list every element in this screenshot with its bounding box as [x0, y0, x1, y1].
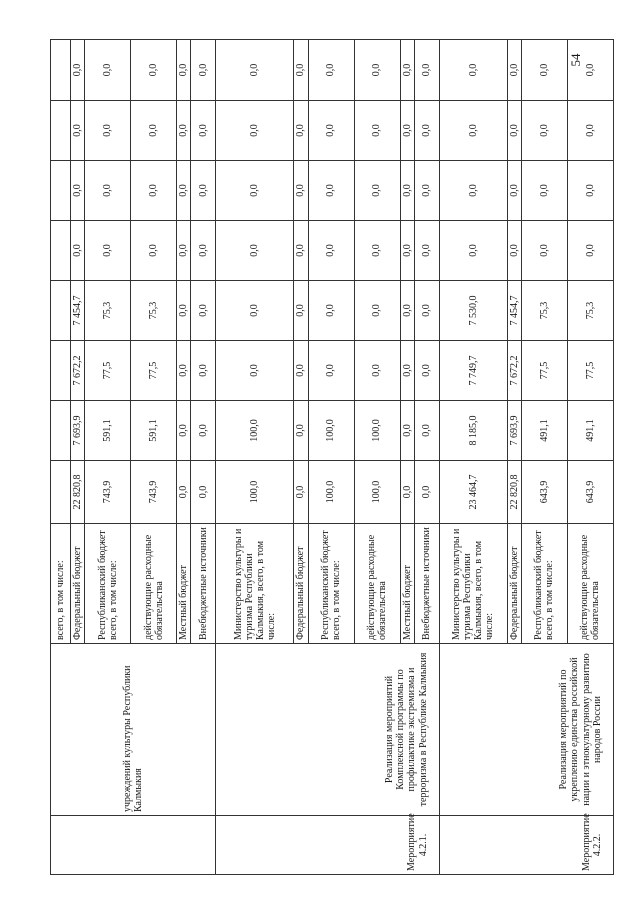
amount-cell: 0,0 — [177, 281, 191, 341]
amount-cell: 0,0 — [400, 341, 414, 401]
amount-cell: 0,0 — [400, 40, 414, 101]
amount-cell: 75,3 — [85, 281, 131, 341]
rotated-page-content — [50, 40, 603, 875]
amount-cell: 0,0 — [131, 40, 177, 101]
amount-cell: 77,5 — [85, 341, 131, 401]
funding-source-label: Министерство культуры и туризма Республики Калмыкия, всего, в том числе: — [216, 524, 294, 644]
amount-cell: 0,0 — [507, 40, 521, 101]
amount-cell: 0,0 — [216, 40, 294, 101]
amount-cell: 7 672,2 — [71, 341, 85, 401]
funding-source-label: Внебюджетные источники — [414, 524, 439, 644]
amount-cell: 0,0 — [191, 221, 216, 281]
amount-cell: 0,0 — [439, 221, 507, 281]
budget-table — [50, 39, 614, 875]
amount-cell: 0,0 — [414, 401, 439, 461]
amount-cell: 591,1 — [85, 401, 131, 461]
amount-cell: 7 454,7 — [71, 281, 85, 341]
amount-cell: 591,1 — [131, 401, 177, 461]
amount-cell: 0,0 — [191, 401, 216, 461]
amount-cell: 0,0 — [567, 161, 613, 221]
amount-cell: 0,0 — [439, 40, 507, 101]
measure-name-cell: Реализация мероприятий Комплексной программы по профилактике экстремизма и терроризма в Республике Калмыкия — [216, 644, 439, 816]
amount-cell — [51, 401, 71, 461]
funding-source-label: Федеральный бюджет — [507, 524, 521, 644]
amount-cell: 7 749,7 — [439, 341, 507, 401]
amount-cell: 0,0 — [567, 221, 613, 281]
amount-cell: 0,0 — [85, 101, 131, 161]
amount-cell: 0,0 — [294, 341, 308, 401]
amount-cell: 0,0 — [400, 221, 414, 281]
amount-cell: 491,1 — [567, 401, 613, 461]
amount-cell: 0,0 — [414, 101, 439, 161]
funding-source-label: Внебюджетные источники — [191, 524, 216, 644]
amount-cell — [51, 40, 71, 101]
amount-cell: 0,0 — [294, 281, 308, 341]
amount-cell — [51, 281, 71, 341]
amount-cell: 0,0 — [71, 221, 85, 281]
amount-cell: 0,0 — [216, 341, 294, 401]
amount-cell: 100,0 — [216, 461, 294, 524]
amount-cell: 0,0 — [131, 221, 177, 281]
budget-table-body — [51, 40, 614, 875]
table-row — [439, 40, 507, 875]
amount-cell: 0,0 — [308, 40, 354, 101]
amount-cell: 0,0 — [71, 40, 85, 101]
amount-cell: 0,0 — [294, 101, 308, 161]
amount-cell: 0,0 — [216, 101, 294, 161]
amount-cell: 0,0 — [414, 461, 439, 524]
amount-cell: 0,0 — [177, 161, 191, 221]
amount-cell: 743,9 — [131, 461, 177, 524]
amount-cell: 0,0 — [521, 221, 567, 281]
amount-cell: 743,9 — [85, 461, 131, 524]
amount-cell: 0,0 — [507, 101, 521, 161]
amount-cell: 0,0 — [216, 161, 294, 221]
amount-cell: 0,0 — [308, 341, 354, 401]
table-row — [216, 40, 294, 875]
amount-cell: 0,0 — [354, 161, 400, 221]
amount-cell — [51, 161, 71, 221]
amount-cell: 0,0 — [354, 101, 400, 161]
amount-cell: 0,0 — [85, 221, 131, 281]
amount-cell: 0,0 — [294, 161, 308, 221]
amount-cell: 0,0 — [308, 221, 354, 281]
amount-cell: 491,1 — [521, 401, 567, 461]
amount-cell: 0,0 — [400, 401, 414, 461]
amount-cell: 0,0 — [177, 221, 191, 281]
amount-cell: 0,0 — [521, 161, 567, 221]
amount-cell: 7 693,9 — [507, 401, 521, 461]
amount-cell: 22 820,8 — [507, 461, 521, 524]
measure-number-cell: Мероприятие 4.2.1. — [216, 816, 439, 875]
measure-number-cell: Мероприятие 4.2.2. — [439, 816, 613, 875]
amount-cell: 0,0 — [177, 401, 191, 461]
amount-cell: 0,0 — [191, 101, 216, 161]
amount-cell: 0,0 — [439, 161, 507, 221]
amount-cell: 0,0 — [414, 221, 439, 281]
amount-cell: 0,0 — [191, 40, 216, 101]
funding-source-label: Министерство культуры и туризма Республики Калмыкия, всего, в том числе: — [439, 524, 507, 644]
funding-source-label: Федеральный бюджет — [71, 524, 85, 644]
amount-cell: 0,0 — [400, 281, 414, 341]
amount-cell: 22 820,8 — [71, 461, 85, 524]
funding-source-label: Республиканский бюджет всего, в том числе: — [521, 524, 567, 644]
amount-cell: 75,3 — [521, 281, 567, 341]
amount-cell: 0,0 — [177, 40, 191, 101]
amount-cell: 75,3 — [131, 281, 177, 341]
amount-cell: 0,0 — [521, 40, 567, 101]
amount-cell: 77,5 — [567, 341, 613, 401]
amount-cell: 0,0 — [521, 101, 567, 161]
amount-cell: 100,0 — [354, 461, 400, 524]
amount-cell: 0,0 — [414, 281, 439, 341]
table-row — [51, 40, 71, 875]
amount-cell — [51, 461, 71, 524]
amount-cell: 7 693,9 — [71, 401, 85, 461]
funding-source-label: Республиканский бюджет всего, в том числе: — [85, 524, 131, 644]
amount-cell — [51, 221, 71, 281]
measure-name-cell: Реализация мероприятий по укреплению единства российской нации и этнокультурному развитию народов России — [439, 644, 613, 816]
amount-cell: 0,0 — [567, 101, 613, 161]
amount-cell: 0,0 — [354, 341, 400, 401]
amount-cell: 0,0 — [294, 461, 308, 524]
measure-number-cell — [51, 816, 216, 875]
amount-cell: 0,0 — [177, 461, 191, 524]
amount-cell: 0,0 — [85, 40, 131, 101]
amount-cell: 7 530,0 — [439, 281, 507, 341]
funding-source-label: действующие расходные обязательства — [131, 524, 177, 644]
amount-cell: 0,0 — [414, 40, 439, 101]
amount-cell: 75,3 — [567, 281, 613, 341]
amount-cell: 0,0 — [71, 101, 85, 161]
amount-cell: 0,0 — [308, 101, 354, 161]
amount-cell: 0,0 — [439, 101, 507, 161]
amount-cell: 8 185,0 — [439, 401, 507, 461]
amount-cell: 0,0 — [71, 161, 85, 221]
amount-cell: 0,0 — [191, 341, 216, 401]
amount-cell: 0,0 — [131, 101, 177, 161]
amount-cell: 0,0 — [354, 281, 400, 341]
amount-cell — [51, 101, 71, 161]
amount-cell: 0,0 — [400, 101, 414, 161]
amount-cell: 100,0 — [308, 461, 354, 524]
amount-cell: 0,0 — [216, 221, 294, 281]
amount-cell: 0,0 — [191, 461, 216, 524]
amount-cell: 77,5 — [131, 341, 177, 401]
amount-cell: 0,0 — [191, 281, 216, 341]
amount-cell: 0,0 — [400, 461, 414, 524]
amount-cell: 0,0 — [308, 161, 354, 221]
amount-cell: 0,0 — [507, 221, 521, 281]
funding-source-label: Республиканский бюджет всего, в том числе: — [308, 524, 354, 644]
funding-source-label: всего, в том числе: — [51, 524, 71, 644]
amount-cell: 0,0 — [294, 401, 308, 461]
amount-cell: 23 464,7 — [439, 461, 507, 524]
page-number: 54 — [568, 53, 583, 67]
amount-cell: 0,0 — [507, 161, 521, 221]
amount-cell: 100,0 — [354, 401, 400, 461]
amount-cell: 77,5 — [521, 341, 567, 401]
amount-cell: 0,0 — [294, 221, 308, 281]
amount-cell — [51, 341, 71, 401]
amount-cell: 0,0 — [216, 281, 294, 341]
amount-cell: 100,0 — [216, 401, 294, 461]
funding-source-label: Федеральный бюджет — [294, 524, 308, 644]
measure-name-cell: учреждений культуры Республики Калмыкия — [51, 644, 216, 816]
amount-cell: 0,0 — [294, 40, 308, 101]
amount-cell: 0,0 — [308, 281, 354, 341]
amount-cell: 0,0 — [177, 101, 191, 161]
funding-source-label: действующие расходные обязательства — [354, 524, 400, 644]
amount-cell: 0,0 — [414, 341, 439, 401]
amount-cell: 0,0 — [131, 161, 177, 221]
amount-cell: 0,0 — [567, 40, 613, 101]
amount-cell: 100,0 — [308, 401, 354, 461]
amount-cell: 0,0 — [414, 161, 439, 221]
amount-cell: 7 672,2 — [507, 341, 521, 401]
amount-cell: 7 454,7 — [507, 281, 521, 341]
amount-cell: 643,9 — [567, 461, 613, 524]
funding-source-label: Местный бюджет — [177, 524, 191, 644]
amount-cell: 0,0 — [85, 161, 131, 221]
amount-cell: 0,0 — [400, 161, 414, 221]
amount-cell: 0,0 — [177, 341, 191, 401]
amount-cell: 643,9 — [521, 461, 567, 524]
amount-cell: 0,0 — [354, 40, 400, 101]
funding-source-label: действующие расходные обязательства — [567, 524, 613, 644]
amount-cell: 0,0 — [191, 161, 216, 221]
amount-cell: 0,0 — [354, 221, 400, 281]
funding-source-label: Местный бюджет — [400, 524, 414, 644]
